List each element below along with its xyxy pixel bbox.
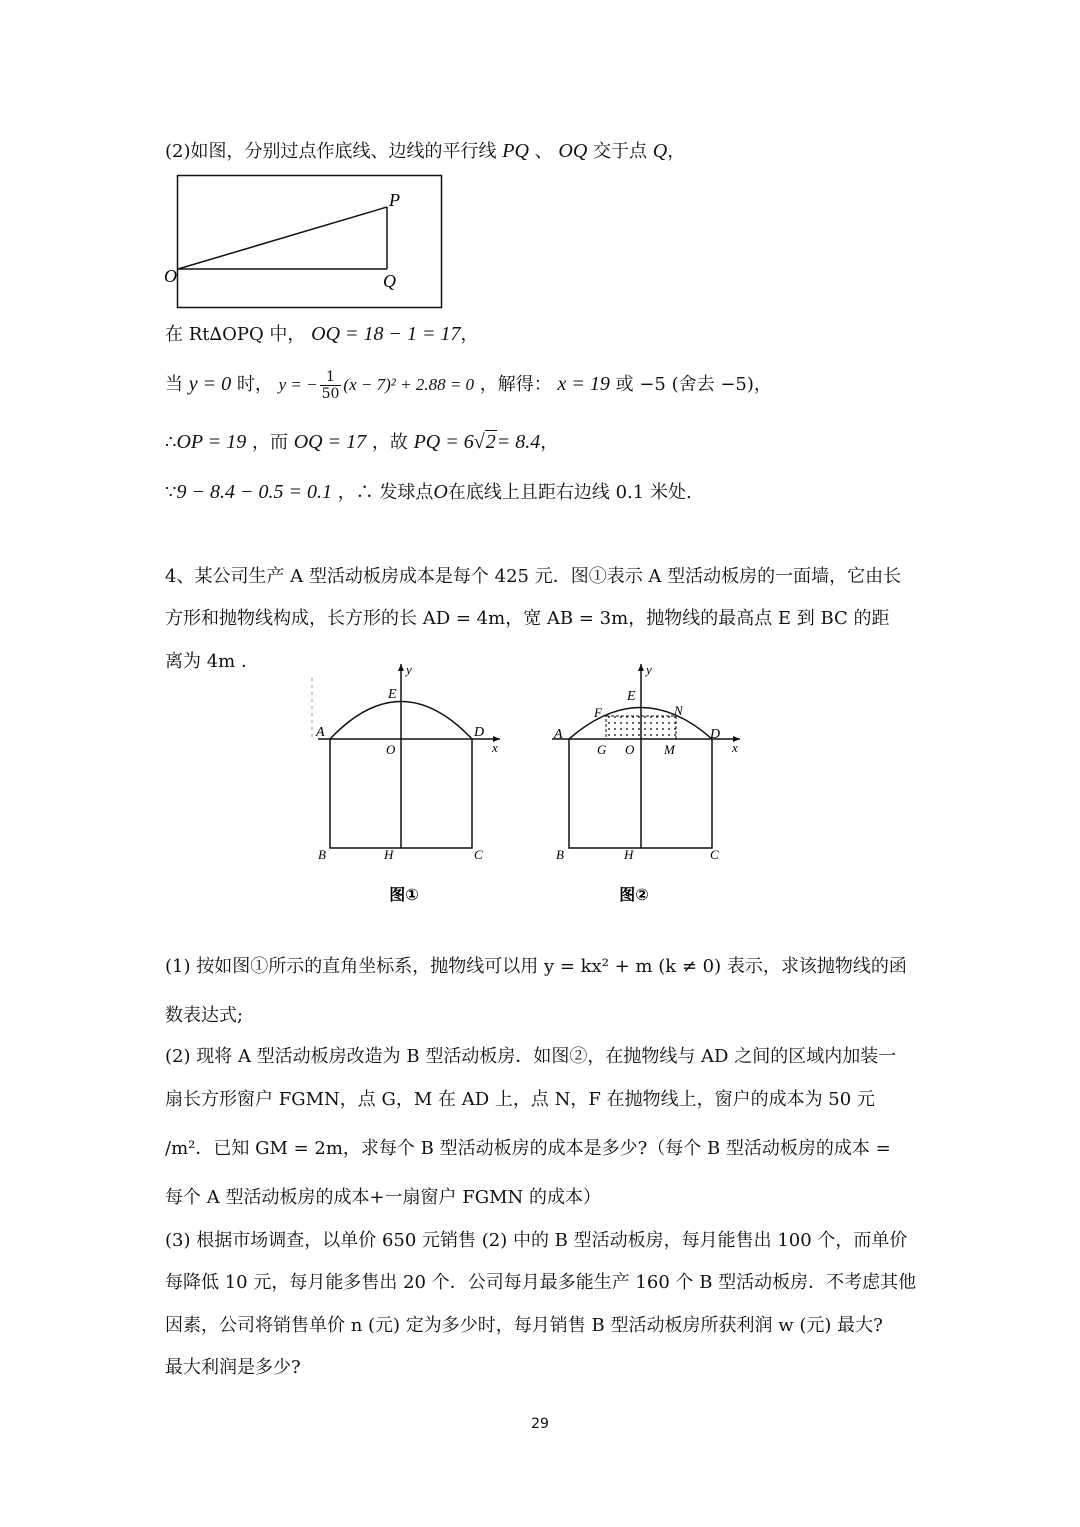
sol2-lead: 当 bbox=[165, 374, 183, 395]
problem4-line-1: 4、某公司生产 A 型活动板房成本是每个 425 元．图①表示 A 型活动板房的一面墙，它由长 bbox=[165, 566, 902, 587]
fig1-label-c: C bbox=[474, 847, 483, 862]
sol4-mid: ，∴ 发球点 bbox=[337, 482, 434, 503]
fig1-caption: 图① bbox=[389, 885, 419, 904]
problem4-line-3: 离为 4m ． bbox=[165, 651, 259, 672]
figure-opq bbox=[164, 174, 444, 310]
y-axis-arrow-icon bbox=[398, 664, 404, 671]
y-axis-arrow-icon bbox=[638, 664, 644, 671]
sol3-sqrt-val: 2 bbox=[485, 431, 496, 453]
solution-line-1 bbox=[165, 322, 479, 347]
intro-q: Q bbox=[652, 140, 668, 162]
sol3-so: ，故 bbox=[371, 432, 408, 453]
sol3-pq-pre: PQ = 6 bbox=[413, 431, 474, 453]
sol2-result: x = 19 bbox=[557, 373, 610, 395]
fig2-label-b: B bbox=[556, 847, 564, 862]
sol4-o: O bbox=[433, 481, 448, 503]
question1-line-2: 数表达式; bbox=[165, 1005, 244, 1026]
sol2-cond-suffix: 时， bbox=[236, 374, 273, 395]
fig2-caption: 图② bbox=[619, 885, 649, 904]
fig2-label-n: N bbox=[674, 703, 683, 718]
sol2-frac-den: 50 bbox=[321, 385, 340, 402]
fig1-label-e: E bbox=[388, 687, 397, 702]
fig2-label-g: G bbox=[597, 742, 607, 757]
label-o: O bbox=[164, 266, 177, 286]
sol2-solve: ，解得： bbox=[479, 374, 552, 395]
sol1-lead: 在 Rt∆OPQ 中， bbox=[165, 324, 306, 345]
question2-line-1: (2) 现将 A 型活动板房改造为 B 型活动板房．如图②，在抛物线与 AD 之间的区域内加装一 bbox=[165, 1046, 897, 1067]
sol4-lead: ∵ bbox=[165, 482, 177, 503]
solution-line-2 bbox=[165, 364, 772, 405]
fig1-label-d: D bbox=[474, 725, 485, 740]
sol2-cond: y = 0 bbox=[188, 373, 232, 395]
fig2-label-m: M bbox=[664, 742, 675, 757]
window-fgmn bbox=[606, 716, 676, 739]
fig1-label-b: B bbox=[318, 847, 326, 862]
sol3-and: ，而 bbox=[251, 432, 288, 453]
question3-line-1: (3) 根据市场调查，以单价 650 元销售 (2) 中的 B 型活动板房，每月能售出 100 个，而单价 bbox=[165, 1230, 908, 1251]
fig2-label-f: F bbox=[594, 705, 602, 720]
sol2-eq-pre: y = − bbox=[278, 375, 318, 394]
sol4-eq: 9 − 8.4 − 0.5 = 0.1 bbox=[176, 481, 332, 503]
label-q: Q bbox=[383, 271, 396, 291]
sol2-eq-post: (x − 7)² + 2.88 = 0 bbox=[343, 375, 475, 394]
fig2-label-h: H bbox=[624, 847, 634, 862]
fig1-label-y: y bbox=[406, 662, 412, 677]
fig2-label-d: D bbox=[710, 727, 721, 742]
question3-line-3: 因素，公司将销售单价 n (元) 定为多少时，每月销售 B 型活动板房所获利润 w (元) 最大? bbox=[165, 1315, 883, 1336]
sol2-alt: 或 −5 (舍去 −5) bbox=[615, 374, 754, 395]
question2-line-3: /m²．已知 GM = 2m，求每个 B 型活动板房的成本是多少?（每个 B 型活动板房的成本 = bbox=[165, 1138, 891, 1159]
intro-oq: OQ bbox=[558, 140, 588, 162]
fig2-label-y: y bbox=[646, 662, 652, 677]
fig1-label-o: O bbox=[386, 742, 396, 757]
intro-sep: 、 bbox=[534, 141, 553, 162]
fig2-label-c: C bbox=[710, 847, 719, 862]
fig2-label-o: O bbox=[625, 742, 635, 757]
page-number: 29 bbox=[531, 1416, 549, 1432]
part2-intro bbox=[165, 139, 685, 164]
question3-line-2: 每降低 10 元，每月能多售出 20 个．公司每月最多能生产 160 个 B 型活动板房．不考虑其他 bbox=[165, 1272, 917, 1293]
sol2-end: ， bbox=[753, 374, 772, 395]
sol4-end: 在底线上且距右边线 0.1 米处. bbox=[447, 482, 692, 503]
sol3-lead: ∴ bbox=[165, 432, 177, 453]
intro-mid: 交于点 bbox=[593, 141, 647, 162]
intro-pq: PQ bbox=[502, 140, 529, 162]
question1-line-1: (1) 按如图①所示的直角坐标系，抛物线可以用 y = kx² + m (k ≠ 0) 表示，求该抛物线的函 bbox=[165, 956, 907, 977]
figure-frame bbox=[178, 176, 442, 308]
intro-end: ， bbox=[667, 141, 686, 162]
sol2-fraction bbox=[320, 369, 342, 402]
question2-line-2: 扇长方形窗户 FGMN，点 G，M 在 AD 上，点 N，F 在抛物线上，窗户的成本为 50 元 bbox=[165, 1089, 875, 1110]
figure-1 bbox=[300, 660, 510, 910]
segment-op bbox=[178, 207, 387, 269]
sol3-op: OP = 19 bbox=[176, 431, 247, 453]
solution-line-4 bbox=[165, 480, 692, 505]
fig1-label-h: H bbox=[384, 847, 394, 862]
sol2-frac-num: 1 bbox=[320, 369, 342, 386]
label-p: P bbox=[389, 190, 400, 210]
question2-line-4: 每个 A 型活动板房的成本+一扇窗户 FGMN 的成本） bbox=[165, 1187, 602, 1208]
sol1-end: ， bbox=[460, 324, 479, 345]
question3-line-4: 最大利润是多少? bbox=[165, 1357, 301, 1378]
fig2-label-a: A bbox=[554, 727, 563, 742]
sol3-end: ， bbox=[540, 432, 559, 453]
intro-text: (2)如图，分别过点作底线、边线的平行线 bbox=[165, 141, 497, 162]
fig2-label-e: E bbox=[627, 689, 636, 704]
sol1-eq: OQ = 18 − 1 = 17 bbox=[311, 323, 461, 345]
sol3-pq-post: = 8.4 bbox=[496, 431, 541, 453]
problem4-line-2: 方形和抛物线构成，长方形的长 AD = 4m，宽 AB = 3m，抛物线的最高点 E 到 BC 的距 bbox=[165, 608, 890, 629]
sol3-oq: OQ = 17 bbox=[293, 431, 367, 453]
fig1-label-a: A bbox=[316, 725, 325, 740]
fig1-label-x: x bbox=[492, 740, 498, 755]
fig2-label-x: x bbox=[732, 740, 738, 755]
solution-line-3: ∴OP = 19 ，而 OQ = 17 ，故 PQ = 6√2= 8.4， bbox=[165, 431, 559, 453]
figure-2 bbox=[540, 660, 750, 910]
